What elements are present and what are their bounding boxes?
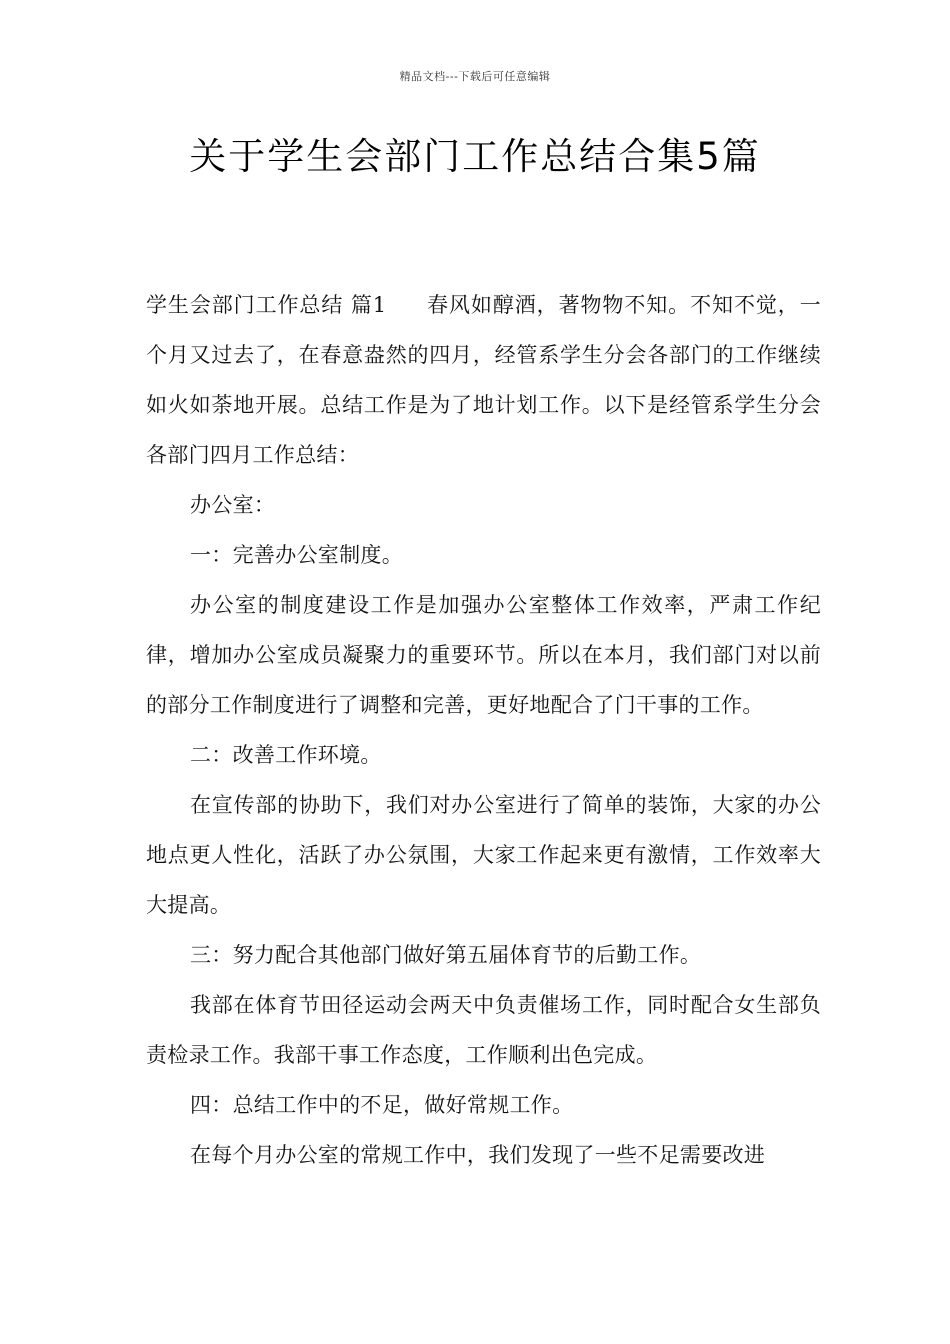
document-title: 关于学生会部门工作总结合集5篇	[189, 135, 761, 178]
paragraph-5: 二：改善工作环境。	[190, 743, 382, 767]
paragraph-2: 办公室：	[190, 493, 276, 517]
paragraph-text: 春风如醇酒，著物物不知。不知不觉，一个月又过去了，在春意盎然的四月，经管系学生分会各部门的工作继续如火如荼地开展。总结工作是为了地计划工作。以下是经管系学生分会各部门四月工作总结：	[146, 293, 821, 467]
header-note: 精品文档---下载后可任意编辑	[399, 70, 551, 83]
paragraph-1	[146, 280, 821, 480]
paragraph-3: 一：完善办公室制度。	[190, 543, 403, 567]
document-body	[146, 280, 821, 1180]
paragraph-10: 在每个月办公室的常规工作中，我们发现了一些不足需要改进	[190, 1143, 766, 1167]
section-heading: 学生会部门工作总结 篇1	[146, 293, 387, 317]
paragraph-7: 三：努力配合其他部门做好第五届体育节的后勤工作。	[190, 943, 702, 967]
paragraph-8: 我部在体育节田径运动会两天中负责催场工作，同时配合女生部负责检录工作。我部干事工作态度，工作顺利出色完成。	[146, 993, 821, 1067]
paragraph-6: 在宣传部的协助下，我们对办公室进行了简单的装饰，大家的办公地点更人性化，活跃了办公氛围，大家工作起来更有激情，工作效率大大提高。	[146, 793, 821, 917]
paragraph-4: 办公室的制度建设工作是加强办公室整体工作效率，严肃工作纪律，增加办公室成员凝聚力的重要环节。所以在本月，我们部门对以前的部分工作制度进行了调整和完善，更好地配合了门干事的工作。	[146, 593, 821, 717]
paragraph-9: 四：总结工作中的不足，做好常规工作。	[190, 1093, 574, 1117]
